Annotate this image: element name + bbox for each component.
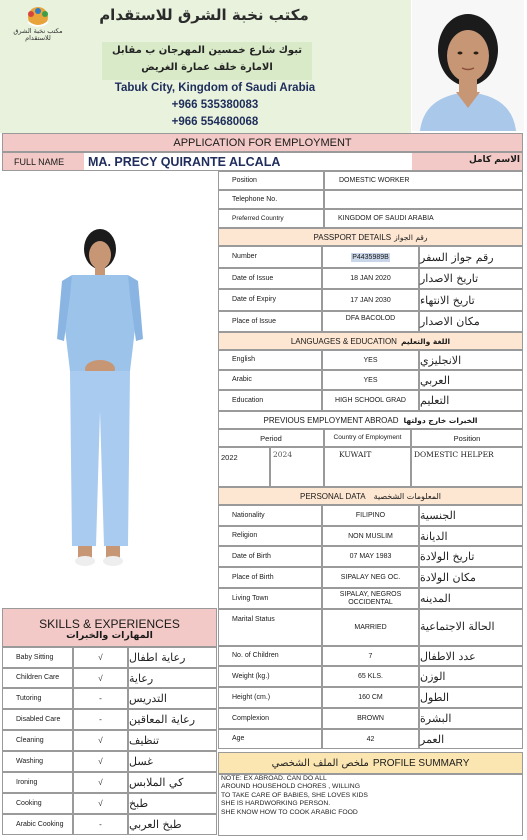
- personal-row: [218, 567, 523, 588]
- profile-summary: [218, 774, 523, 836]
- pob-ar: مكان الولادة: [419, 567, 523, 588]
- height-ar: الطول: [419, 687, 523, 708]
- employment-to: 2024: [270, 447, 324, 487]
- passport-rows: [218, 246, 523, 332]
- religion-value: NON MUSLIM: [322, 526, 419, 546]
- marital-ar: الحالة الاجتماعية: [419, 609, 523, 646]
- position-value: DOMESTIC WORKER: [324, 171, 523, 190]
- height-value: 160 CM: [322, 687, 419, 708]
- skill-ar: غسل: [128, 751, 217, 772]
- agency-phone-1: +966 535380083: [171, 99, 259, 111]
- education-label: Education: [218, 390, 322, 411]
- weight-value: 65 KLS.: [322, 666, 419, 687]
- employment-country: KUWAIT: [324, 447, 411, 487]
- country-value: KINGDOM OF SAUDI ARABIA: [324, 209, 523, 228]
- skill-ar: رعاية المعاقين: [128, 709, 217, 730]
- full-name-label-ar: الاسم كامل: [468, 155, 520, 165]
- skill-row: [2, 730, 217, 751]
- passport-header: [218, 228, 523, 246]
- dob-value: 07 MAY 1983: [322, 546, 419, 567]
- personal-row: [218, 729, 523, 749]
- skill-label: Baby Sitting: [2, 647, 73, 668]
- skill-mark: √: [73, 730, 128, 751]
- personal-row: [218, 505, 523, 526]
- place-issue-label: Place of Issue: [218, 311, 322, 332]
- skill-row: [2, 793, 217, 814]
- skill-label: Cleaning: [2, 730, 73, 751]
- place-issue-value: DFA BACOLOD: [322, 311, 419, 332]
- complexion-label: Complexion: [218, 708, 322, 729]
- children-label: No. of Children: [218, 646, 322, 666]
- complexion-ar: البشرة: [419, 708, 523, 729]
- form-title: APPLICATION FOR EMPLOYMENT: [2, 133, 523, 152]
- living-town-value: SIPALAY, NEGROS OCCIDENTAL: [322, 588, 419, 609]
- english-label: English: [218, 350, 322, 370]
- passport-header-text: PASSPORT DETAILS: [313, 232, 392, 242]
- agency-name-ar: مكتب نخبة الشرق للاستقدام: [99, 6, 309, 24]
- skill-label: Disabled Care: [2, 709, 73, 730]
- place-issue-ar: مكان الاصدار: [419, 311, 523, 332]
- nationality-label: Nationality: [218, 505, 322, 526]
- skill-mark: √: [73, 793, 128, 814]
- personal-header-ar: المعلومات الشخصية: [373, 491, 441, 501]
- passport-number-highlight: P4435989B: [352, 253, 389, 261]
- passport-row: [218, 246, 523, 268]
- skill-mark: -: [73, 688, 128, 709]
- personal-row: [218, 546, 523, 567]
- skill-row: [2, 647, 217, 668]
- dob-ar: تاريخ الولادة: [419, 546, 523, 567]
- profile-line: AROUND HOUSEHOLD CHORES , WILLING: [221, 783, 360, 791]
- skills-header-ar: المهارات والخبرات: [66, 630, 153, 641]
- personal-header: [218, 487, 523, 505]
- issue-date-label: Date of Issue: [218, 268, 322, 289]
- agency-phone-2: +966 554680068: [171, 116, 259, 128]
- skill-label: Washing: [2, 751, 73, 772]
- arabic-value: YES: [322, 370, 419, 390]
- skill-mark: √: [73, 668, 128, 688]
- profile-header-text: PROFILE SUMMARY: [372, 757, 470, 769]
- full-name-value: MA. PRECY QUIRANTE ALCALA: [84, 153, 412, 170]
- profile-header: [218, 752, 523, 774]
- address-ar-1: تبوك شارع خمسين المهرجان ب مقابل: [111, 45, 303, 56]
- pob-label: Place of Birth: [218, 567, 322, 588]
- personal-row: [218, 646, 523, 666]
- weight-ar: الوزن: [419, 666, 523, 687]
- employment-header-ar: الخبرات خارج دولتها: [403, 415, 478, 425]
- logo-text: مكتب نخبة الشرق للاستقدام: [13, 27, 63, 43]
- skill-row: [2, 772, 217, 793]
- living-town-ar: المدينه: [419, 588, 523, 609]
- skills-rows: [2, 647, 217, 835]
- skill-label: Cooking: [2, 793, 73, 814]
- skill-label: Tutoring: [2, 688, 73, 709]
- languages-header-ar: اللغة والتعليم: [400, 336, 451, 346]
- marital-label: Marital Status: [218, 609, 322, 646]
- employment-columns: [218, 429, 523, 447]
- profile-line: SHE KNOW HOW TO COOK ARABIC FOOD: [221, 808, 358, 816]
- english-value: YES: [322, 350, 419, 370]
- children-ar: عدد الاطفال: [419, 646, 523, 666]
- skill-row: [2, 668, 217, 688]
- skill-label: Children Care: [2, 668, 73, 688]
- skill-row: [2, 751, 217, 772]
- age-value: 42: [322, 729, 419, 749]
- height-label: Height (cm.): [218, 687, 322, 708]
- telephone-value: [324, 190, 523, 209]
- passport-header-ar: رقم الجواز: [394, 232, 428, 242]
- skill-mark: √: [73, 751, 128, 772]
- arabic-label: Arabic: [218, 370, 322, 390]
- country-label: Preferred Country: [218, 209, 324, 228]
- english-ar: الانجليزي: [419, 350, 523, 370]
- col-period: Period: [218, 429, 324, 447]
- skill-mark: √: [73, 772, 128, 793]
- personal-row: [218, 708, 523, 729]
- position-label: Position: [218, 171, 324, 190]
- skill-label: Arabic Cooking: [2, 814, 73, 835]
- marital-value: MARRIED: [322, 609, 419, 646]
- profile-line: TO TAKE CARE OF BABIES, SHE LOVES KIDS: [221, 791, 368, 799]
- education-ar: التعليم: [419, 390, 523, 411]
- profile-line: SHE IS HARDWORKING PERSON.: [221, 800, 331, 808]
- passport-row: [218, 268, 523, 289]
- languages-header: [218, 332, 523, 350]
- expiry-date-ar: تاريخ الانتهاء: [419, 289, 523, 311]
- personal-row: [218, 687, 523, 708]
- religion-label: Religion: [218, 526, 322, 546]
- weight-label: Weight (kg.): [218, 666, 322, 687]
- personal-rows: [218, 505, 523, 749]
- profile-header-ar: ملخص الملف الشخصي: [271, 757, 369, 769]
- passport-number-value: [322, 246, 419, 268]
- language-row: [218, 390, 523, 411]
- employment-row: [218, 447, 523, 487]
- arabic-ar: العربي: [419, 370, 523, 390]
- skill-label: Ironing: [2, 772, 73, 793]
- passport-number-label: Number: [218, 246, 322, 268]
- languages-header-text: LANGUAGES & EDUCATION: [290, 336, 397, 346]
- personal-row: [218, 666, 523, 687]
- passport-row: [218, 311, 523, 332]
- skill-ar: رعاية: [128, 668, 217, 688]
- skill-ar: طبخ العربي: [128, 814, 217, 835]
- passport-number-ar: رقم جواز السفر: [419, 246, 523, 268]
- language-row: [218, 350, 523, 370]
- skill-ar: تنظيف: [128, 730, 217, 751]
- age-ar: العمر: [419, 729, 523, 749]
- skill-ar: طبخ: [128, 793, 217, 814]
- skill-row: [2, 688, 217, 709]
- passport-row: [218, 289, 523, 311]
- religion-ar: الديانة: [419, 526, 523, 546]
- skill-ar: التدريس: [128, 688, 217, 709]
- profile-line: NOTE: EX ABROAD. CAN DO ALL: [221, 775, 327, 782]
- personal-row: [218, 588, 523, 609]
- personal-header-text: PERSONAL DATA: [300, 491, 366, 501]
- nationality-value: FILIPINO: [322, 505, 419, 526]
- personal-row: [218, 609, 523, 646]
- nationality-ar: الجنسية: [419, 505, 523, 526]
- col-country: Country of Employment: [324, 429, 411, 447]
- dob-label: Date of Birth: [218, 546, 322, 567]
- issue-date-ar: تاريخ الاصدار: [419, 268, 523, 289]
- skills-header-text: SKILLS & EXPERIENCES: [39, 617, 180, 631]
- agency-city: Tabuk City, Kingdom of Saudi Arabia: [114, 82, 316, 94]
- employment-header: [218, 411, 523, 429]
- employment-header-text: PREVIOUS EMPLOYMENT ABROAD: [263, 415, 399, 425]
- complexion-value: BROWN: [322, 708, 419, 729]
- expiry-date-value: 17 JAN 2030: [322, 289, 419, 311]
- skill-mark: -: [73, 709, 128, 730]
- applicant-full-photo: [2, 171, 217, 608]
- skill-mark: -: [73, 814, 128, 835]
- skill-row: [2, 709, 217, 730]
- issue-date-value: 18 JAN 2020: [322, 268, 419, 289]
- full-name-label: FULL NAME: [14, 157, 65, 167]
- skill-mark: √: [73, 647, 128, 668]
- skill-ar: كي الملابس: [128, 772, 217, 793]
- employment-from: 2022: [218, 447, 270, 487]
- expiry-date-label: Date of Expiry: [218, 289, 322, 311]
- skill-ar: رعاية اطفال: [128, 647, 217, 668]
- languages-rows: [218, 350, 523, 411]
- personal-row: [218, 526, 523, 546]
- education-value: HIGH SCHOOL GRAD: [322, 390, 419, 411]
- address-ar-2: الامارة خلف عمارة الغريض: [141, 62, 273, 73]
- col-position: Position: [411, 429, 523, 447]
- applicant-head-photo: [412, 0, 524, 131]
- telephone-label: Telephone No.: [218, 190, 324, 209]
- age-label: Age: [218, 729, 322, 749]
- pob-value: SIPALAY NEG OC.: [322, 567, 419, 588]
- living-town-label: Living Town: [218, 588, 322, 609]
- language-row: [218, 370, 523, 390]
- employment-position: DOMESTIC HELPER: [411, 447, 523, 487]
- children-value: 7: [322, 646, 419, 666]
- skill-row: [2, 814, 217, 835]
